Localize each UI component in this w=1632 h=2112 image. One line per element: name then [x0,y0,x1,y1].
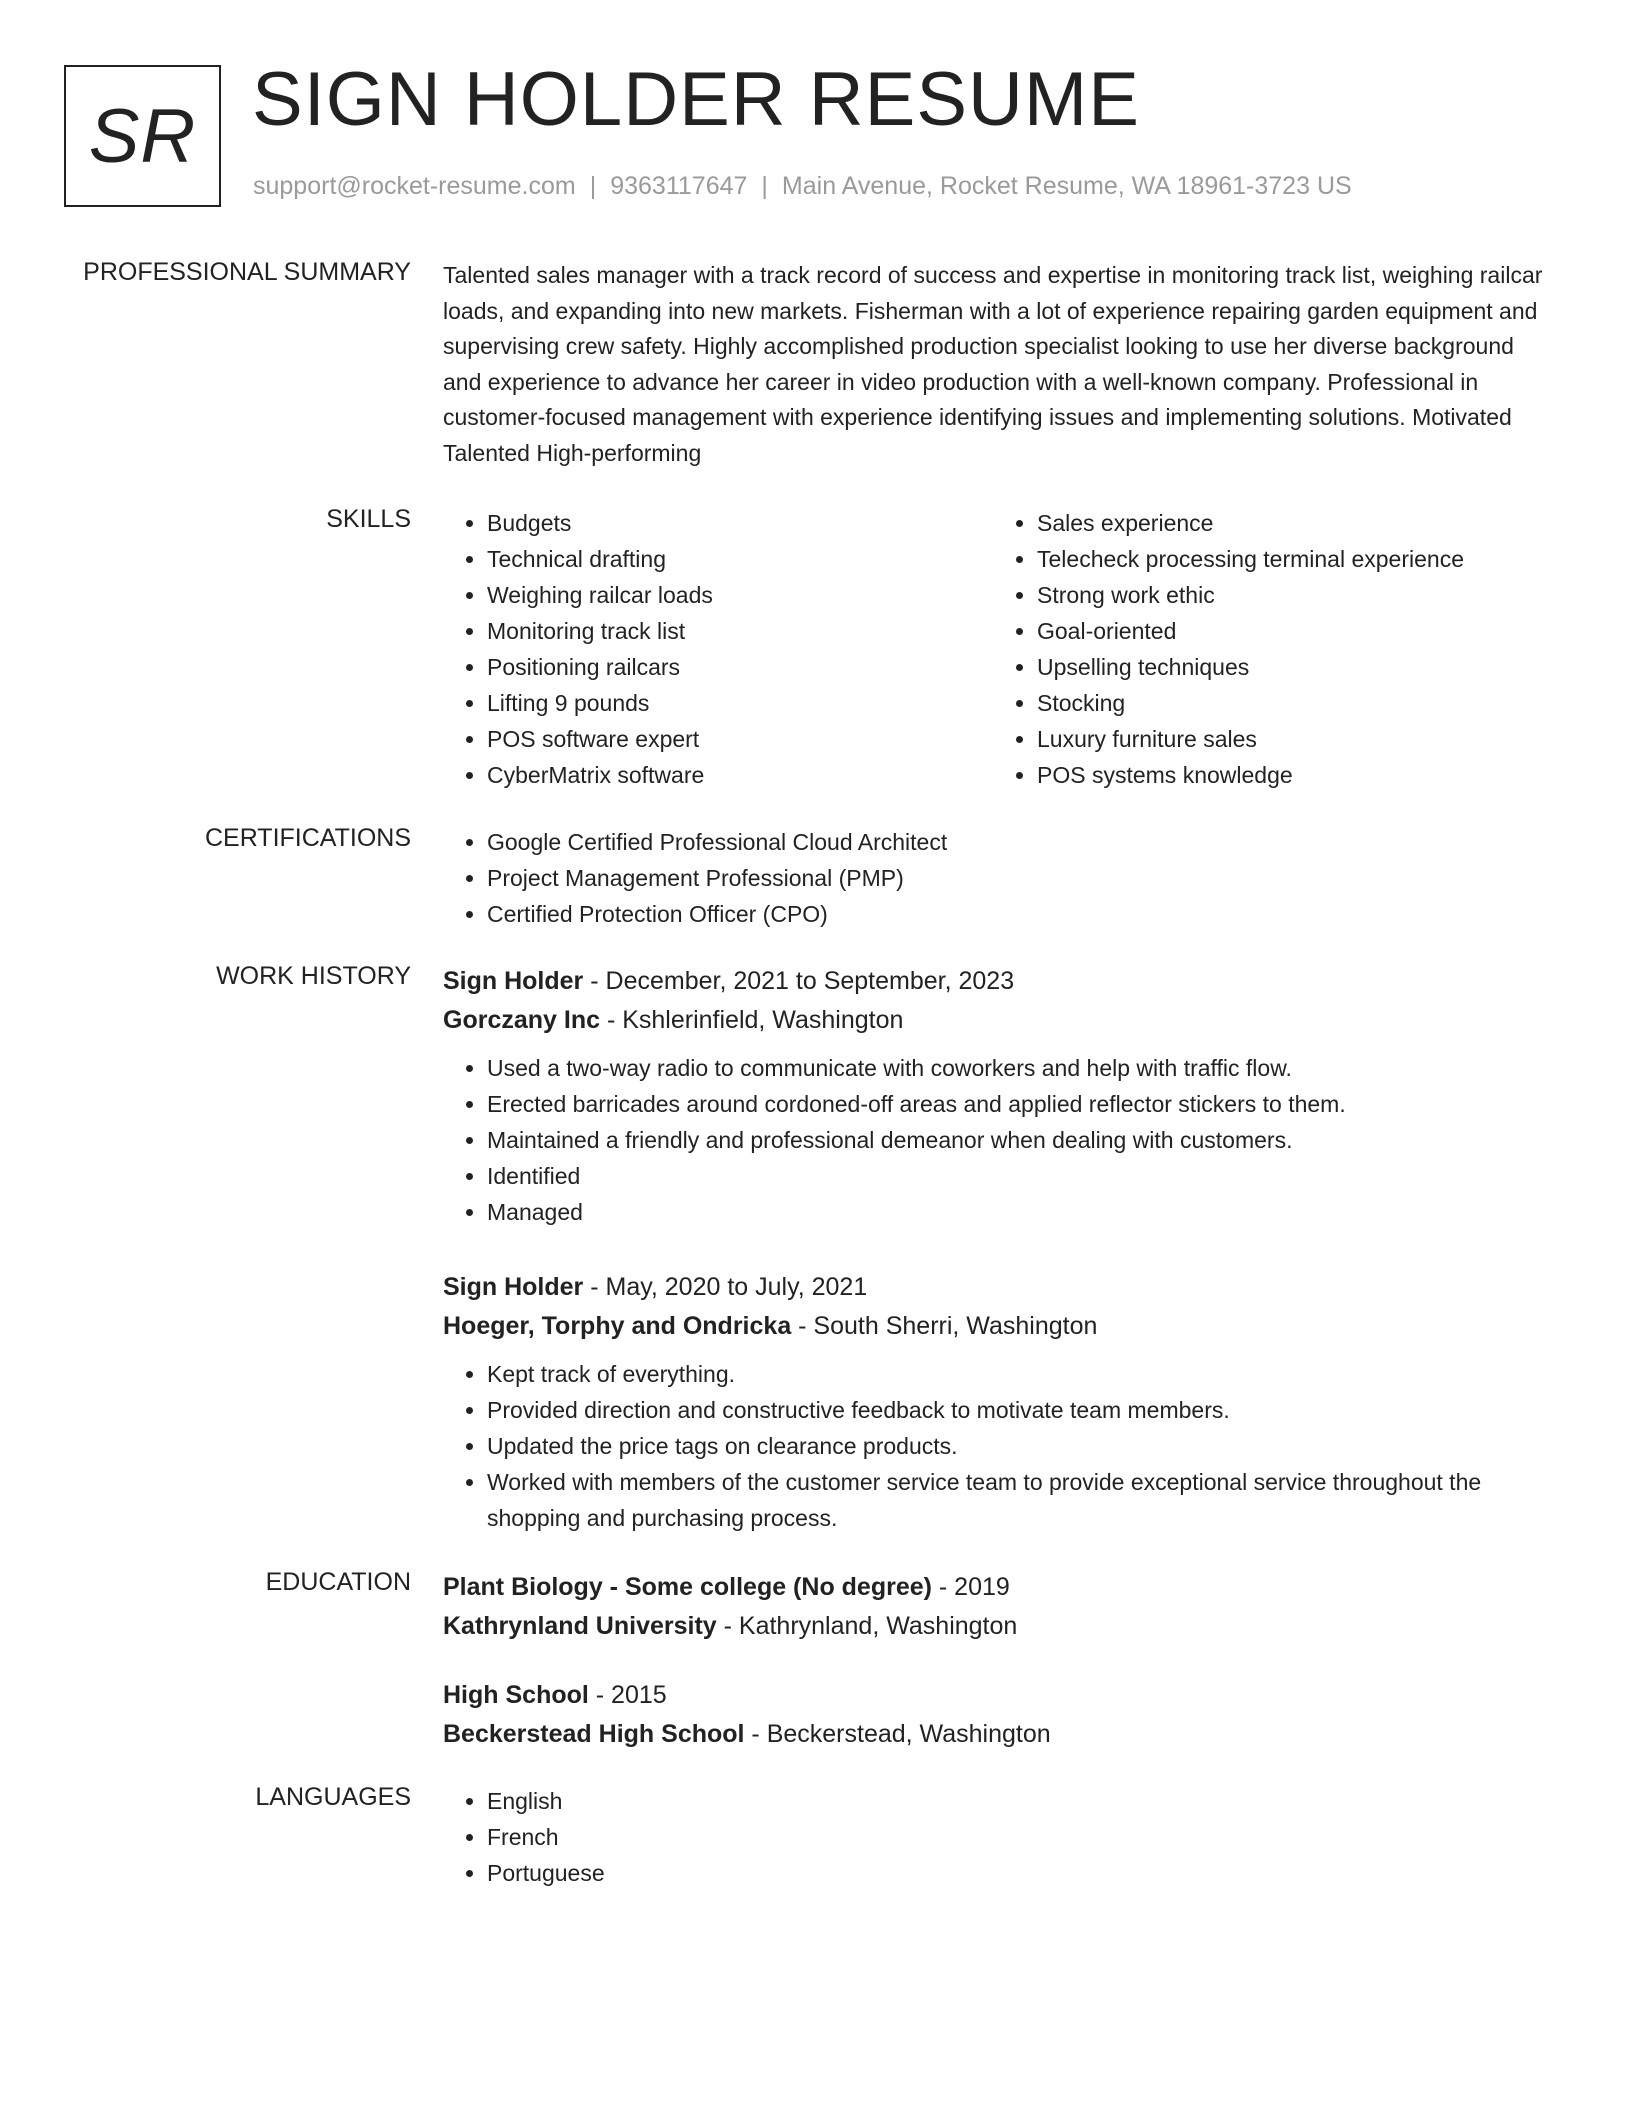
degree-name: Plant Biology - Some college (No degree) [443,1573,932,1601]
job-entry [443,962,1543,1230]
skill-item: • POS systems knowledge [1037,757,1543,793]
language-item: • English [487,1783,1543,1819]
work-history-body [443,962,1543,1536]
school-name: Beckerstead High School [443,1720,745,1748]
job-bullets [443,1050,1543,1230]
certification-item: • Google Certified Professional Cloud Architect [487,824,1543,860]
certification-item: • Project Management Professional (PMP) [487,860,1543,896]
section-label-education: EDUCATION [265,1568,411,1596]
skill-item: • Upselling techniques [1037,649,1543,685]
school-location: - Beckerstead, Washington [744,1720,1051,1748]
degree-line [443,1568,1543,1607]
job-bullet: • Updated the price tags on clearance products. [487,1428,1543,1464]
skill-item: • POS software expert [487,721,993,757]
school-line [443,1715,1543,1754]
section-label-skills: SKILLS [326,505,411,533]
school-line [443,1607,1543,1646]
degree-year: - 2019 [931,1573,1010,1601]
skill-item: • Sales experience [1037,505,1543,541]
skills-list-left [443,505,993,793]
job-bullet: • Erected barricades around cordoned-off areas and applied reflector stickers to them. [487,1086,1543,1122]
skills-columns [443,505,1543,793]
contact-email: support@rocket-resume.com [253,172,576,200]
skill-item: • Positioning railcars [487,649,993,685]
skills-body [443,505,1543,793]
section-label-summary: PROFESSIONAL SUMMARY [83,258,411,286]
job-dates: - December, 2021 to September, 2023 [583,967,1015,995]
skill-item: • Stocking [1037,685,1543,721]
company-name: Gorczany Inc [443,1006,600,1034]
contact-line [253,172,1352,201]
education-entry [443,1568,1543,1646]
section-label-certifications: CERTIFICATIONS [204,824,411,852]
job-entry [443,1268,1543,1536]
skill-item: • Monitoring track list [487,613,993,649]
summary-body [443,258,1553,471]
skill-item: • Technical drafting [487,541,993,577]
certifications-body [443,824,1543,932]
skill-item: • Lifting 9 pounds [487,685,993,721]
job-title-line [443,962,1543,1001]
skill-item: • Strong work ethic [1037,577,1543,613]
job-bullet: • Worked with members of the customer service team to provide exceptional service throughout the shopping and purchasing process. [487,1464,1543,1536]
skills-list-right [993,505,1543,793]
language-item: • French [487,1819,1543,1855]
skill-item: • Luxury furniture sales [1037,721,1543,757]
section-label-work-history: WORK HISTORY [216,962,411,990]
job-title: Sign Holder [443,1273,584,1301]
job-bullet: • Used a two-way radio to communicate with coworkers and help with traffic flow. [487,1050,1543,1086]
job-dates: - May, 2020 to July, 2021 [583,1273,868,1301]
monogram-box [64,65,221,207]
job-title: Sign Holder [443,967,584,995]
skill-item: • Budgets [487,505,993,541]
education-body [443,1568,1543,1754]
degree-line [443,1676,1543,1715]
job-bullets [443,1356,1543,1536]
degree-name: High School [443,1681,589,1709]
job-bullet: • Kept track of everything. [487,1356,1543,1392]
skill-item: • CyberMatrix software [487,757,993,793]
skill-item: • Goal-oriented [1037,613,1543,649]
job-bullet: • Maintained a friendly and professional demeanor when dealing with customers. [487,1122,1543,1158]
job-title-line [443,1268,1543,1307]
skill-item: • Telecheck processing terminal experience [1037,541,1543,577]
job-bullet: • Identified [487,1158,1543,1194]
language-item: • Portuguese [487,1855,1543,1891]
skill-item: • Weighing railcar loads [487,577,993,613]
job-bullet: • Managed [487,1194,1543,1230]
degree-year: - 2015 [588,1681,667,1709]
certifications-list [443,824,1543,932]
company-line [443,1307,1543,1346]
languages-body [443,1783,1543,1891]
contact-address: Main Avenue, Rocket Resume, WA 18961-3723 US [781,172,1352,200]
summary-text: Talented sales manager with a track record of success and expertise in monitoring track list, weighing railcar loads, and expanding into new markets. Fisherman with a lot of experience repairing garden equipment and supervising crew safety. Highly accomplished production specialist looking to use her diverse background and experience to advance her career in video production with a well-known company. Professional in customer-focused management with experience identifying issues and implementing solutions. Motivated Talented High-performing [443,262,1543,466]
school-name: Kathrynland University [443,1612,717,1640]
resume-title: SIGN HOLDER RESUME [252,57,1140,142]
contact-phone: 9363117647 [610,172,748,200]
languages-list [443,1783,1543,1891]
education-entry [443,1676,1543,1754]
company-name: Hoeger, Torphy and Ondricka [443,1312,792,1340]
company-location: - Kshlerinfield, Washington [600,1006,904,1034]
section-label-languages: LANGUAGES [255,1783,411,1811]
contact-separator: | [761,172,768,200]
certification-item: • Certified Protection Officer (CPO) [487,896,1543,932]
company-line [443,1001,1543,1040]
school-location: - Kathrynland, Washington [716,1612,1018,1640]
monogram-initials: SR [88,93,197,179]
contact-separator: | [589,172,597,200]
job-bullet: • Provided direction and constructive feedback to motivate team members. [487,1392,1543,1428]
company-location: - South Sherri, Washington [791,1312,1098,1340]
